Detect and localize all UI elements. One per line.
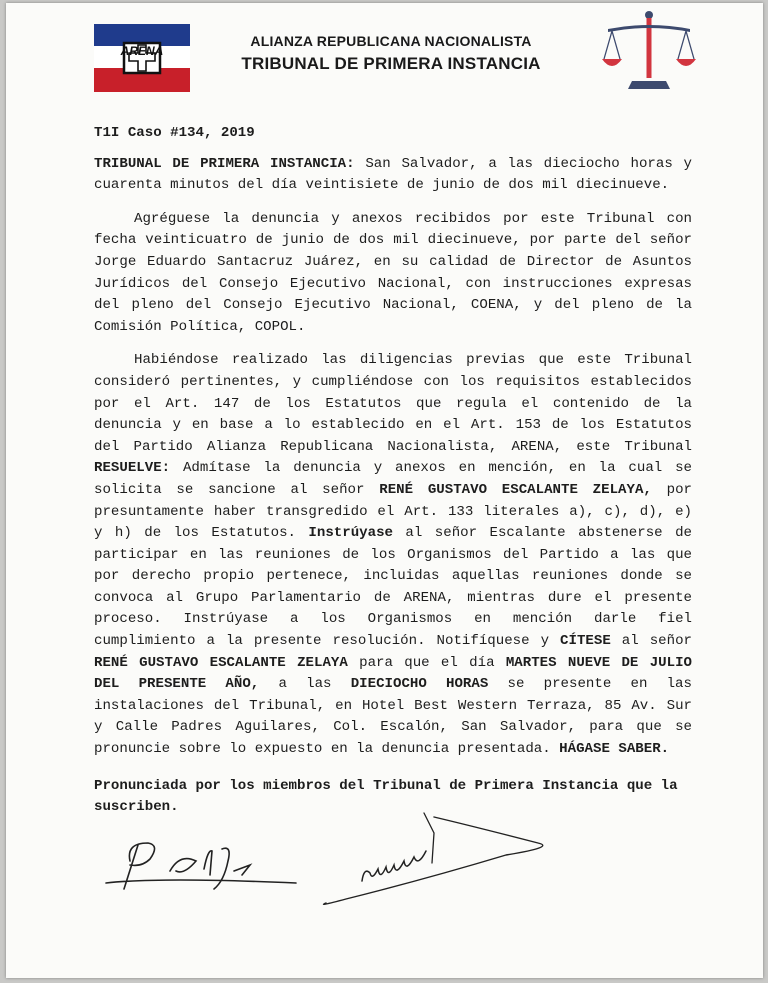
denuncia-text: Agréguese la denuncia y anexos recibidos por este Tribunal con fecha veinticuatro de junio de dos mil diecinueve, por parte del señor Jorge Eduardo Santacruz Juárez, en su calidad de Director de Asuntos Jurídicos del Consejo Ejecutivo Nacional, con instrucciones expresas del pleno del Consejo Ejecutivo Nacional, COENA, y del pleno de la Comisión Política, COPOL. — [94, 210, 692, 335]
document-header — [206, 33, 576, 74]
closing-statement: Pronunciada por los miembros del Tribunal de Primera Instancia que la suscriben. — [94, 777, 678, 816]
signature-right — [306, 803, 576, 923]
resolution-text-5: al señor — [610, 633, 692, 650]
paragraph-opening — [94, 154, 692, 197]
resolution-text-3: por presuntamente haber transgredido el Art. 133 literales a), c), d), e) y h) de los Estatutos. — [94, 481, 692, 542]
resolution-text-8: se presente en las instalaciones del Tribunal, en Hotel Best Western Terraza, 85 Av. Sur y Calle Padres Aguilares, Col. Escalón, San Salvador, para que se pronuncie sobre lo expuesto en la denuncia presentada. — [94, 676, 692, 758]
tribunal-label: TRIBUNAL DE PRIMERA INSTANCIA: — [94, 155, 355, 172]
resuelve-label: RESUELVE: — [94, 460, 171, 477]
resolution-text-4: al señor Escalante abstenerse de participar en las reuniones de los Organismos del Partido a las que por derecho propio pertenece, incluidas aquellas reuniones donde se convoca al Grupo Parlamentario de ARENA, mientras dure el presente proceso. Instrúyase a los Organismos en mención darle fiel cumplimiento a la presente resolución. Notifíquese y — [94, 525, 692, 650]
hagase-saber-label: HÁGASE SABER. — [559, 741, 670, 758]
resolution-text-6: para que el día — [347, 654, 506, 671]
tribunal-name: TRIBUNAL DE PRIMERA INSTANCIA — [241, 54, 541, 73]
defendant-name-2: RENÉ GUSTAVO ESCALANTE ZELAYA — [94, 654, 348, 671]
resolution-body — [94, 123, 692, 819]
resolution-text-2: Admítase la denuncia y anexos en mención, en la cual se solicita se sancione al señor — [94, 460, 692, 498]
arena-logo — [94, 24, 190, 92]
paragraph-denuncia — [94, 209, 692, 339]
instruyase-label: Instrúyase — [308, 525, 393, 542]
hearing-time: DIECIOCHO HORAS — [350, 676, 489, 693]
defendant-name: RENÉ GUSTAVO ESCALANTE ZELAYA, — [379, 481, 652, 498]
citese-label: CÍTESE — [560, 633, 611, 650]
resolution-text-1: Habiéndose realizado las diligencias previas que este Tribunal consideró pertinentes, y cumpliéndose con los requisitos establecidos por el Art. 147 de los Estatutos que regula el contenido de la denuncia y en base a lo establecido en el Art. 153 de los Estatutos del Partido Alianza Republicana Nacionalista, ARENA, este Tribunal — [94, 352, 692, 455]
paragraph-resolution — [94, 350, 692, 760]
scales-of-justice-icon — [602, 9, 696, 93]
hearing-date: MARTES NUEVE DE JULIO DEL PRESENTE AÑO, — [94, 654, 692, 693]
opening-text: San Salvador, a las dieciocho horas y cuarenta minutos del día veintisiete de junio de dos mil diecinueve. — [94, 155, 692, 194]
case-number: T1I Caso #134, 2019 — [94, 125, 255, 141]
party-name: ALIANZA REPUBLICANA NACIONALISTA — [250, 33, 532, 49]
signature-left — [100, 831, 300, 901]
logo-text: ARENA — [120, 44, 164, 58]
document-page — [6, 3, 763, 978]
resolution-text-7: a las — [259, 676, 351, 693]
